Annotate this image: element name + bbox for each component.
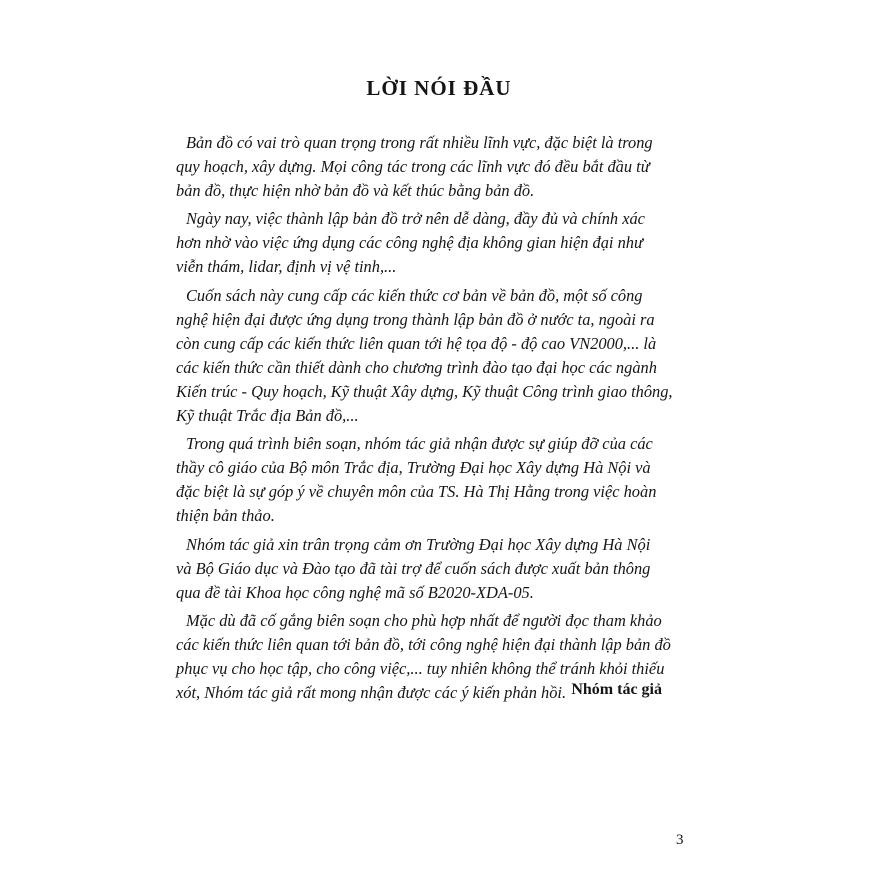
text-line: phục vụ cho học tập, cho công việc,... tuy nhiên không thể tránh khỏi thiếu <box>176 658 665 678</box>
text-line: hơn nhờ vào việc ứng dụng các công nghệ địa không gian hiện đại như <box>176 233 643 253</box>
text-line: bản đồ, thực hiện nhờ bản đồ và kết thúc bằng bản đồ. <box>176 181 535 201</box>
paragraph-4 <box>176 432 686 528</box>
text-line: thầy cô giáo của Bộ môn Trắc địa, Trường Đại học Xây dựng Hà Nội và <box>176 458 651 478</box>
text-line: quy hoạch, xây dựng. Mọi công tác trong các lĩnh vực đó đều bắt đầu từ <box>176 157 650 177</box>
text-line: Cuốn sách này cung cấp các kiến thức cơ bản về bản đồ, một số công <box>186 285 643 305</box>
text-line: xót, Nhóm tác giả rất mong nhận được các ý kiến phản hồi. <box>176 683 567 703</box>
text-line: đặc biệt là sự góp ý về chuyên môn của TS. Hà Thị Hằng trong việc hoàn <box>176 482 657 502</box>
page-number: 3 <box>676 832 684 848</box>
paragraph-5 <box>176 533 686 605</box>
text-line: nghệ hiện đại được ứng dụng trong thành lập bản đồ ở nước ta, ngoài ra <box>176 309 655 329</box>
text-line: và Bộ Giáo dục và Đào tạo đã tài trợ để cuốn sách được xuất bản thông <box>176 558 651 578</box>
author-signature: Nhóm tác giả <box>571 681 662 698</box>
text-line: các kiến thức liên quan tới bản đồ, tới công nghệ hiện đại thành lập bản đồ <box>176 634 671 654</box>
text-line: Mặc dù đã cố gắng biên soạn cho phù hợp nhất để người đọc tham khảo <box>186 610 662 630</box>
text-line: Ngày nay, việc thành lập bản đồ trở nên dễ dàng, đầy đủ và chính xác <box>186 209 645 229</box>
paragraph-2 <box>176 207 686 279</box>
text-line: các kiến thức cần thiết dành cho chương trình đào tạo đại học các ngành <box>176 357 657 377</box>
text-line: Kỹ thuật Trắc địa Bản đồ,... <box>176 406 359 426</box>
text-line: Nhóm tác giả xin trân trọng cảm ơn Trường Đại học Xây dựng Hà Nội <box>186 534 651 554</box>
preface-body <box>176 131 686 709</box>
paragraph-3 <box>176 284 686 429</box>
text-line: Trong quá trình biên soạn, nhóm tác giả nhận được sự giúp đỡ của các <box>186 434 653 454</box>
text-line: qua đề tài Khoa học công nghệ mã số B2020-XDA-05. <box>176 582 534 602</box>
paragraph-1 <box>176 131 686 203</box>
page-title: LỜI NÓI ĐẦU <box>366 76 512 100</box>
text-line: còn cung cấp các kiến thức liên quan tới hệ tọa độ - độ cao VN2000,... là <box>176 333 657 353</box>
text-line: Kiến trúc - Quy hoạch, Kỹ thuật Xây dựng, Kỹ thuật Công trình giao thông, <box>176 381 673 401</box>
text-line: Bản đồ có vai trò quan trọng trong rất nhiều lĩnh vực, đặc biệt là trong <box>186 133 653 152</box>
text-line: viễn thám, lidar, định vị vệ tinh,... <box>176 257 397 277</box>
text-line: thiện bản thảo. <box>176 506 275 526</box>
